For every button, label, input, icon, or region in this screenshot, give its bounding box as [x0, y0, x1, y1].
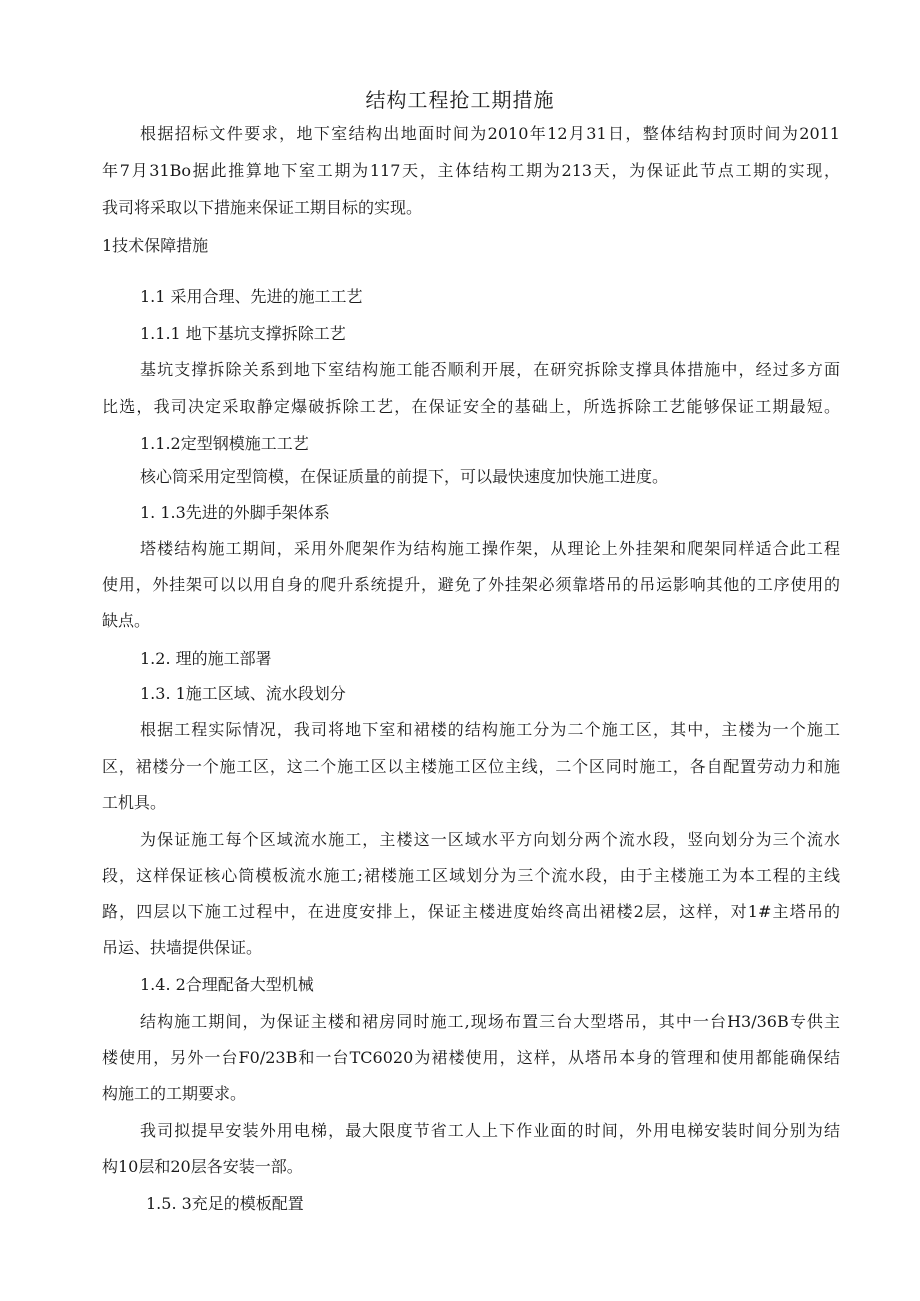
intro-line-2: 年7月31Bo据此推算地下室工期为117天，主体结构工期为213天，为保证此节点工期的实现，: [102, 161, 840, 180]
section-heading-1: 1技术保障措施: [102, 236, 209, 255]
para-7-line-1: 我司拟提早安装外用电梯，最大限度节省工人上下作业面的时间，外用电梯安装时间分别为结: [140, 1121, 840, 1140]
intro-line-3: 我司将采取以下措施来保证工期目标的实现。: [102, 198, 423, 217]
para-3-line-3: 缺点。: [102, 611, 151, 630]
heading-1-1-1: 1.1.1 地下基坑支撑拆除工艺: [140, 324, 346, 343]
heading-1-1-2: 1.1.2定型钢模施工工艺: [140, 434, 309, 453]
page-title: 结构工程抢工期措施: [365, 88, 555, 112]
para-4-line-2: 区，裙楼分一个施工区，这二个施工区以主楼施工区位主线，二个区同时施工，各自配置劳动力和施: [102, 757, 840, 776]
para-7-line-2: 构10层和20层各安装一部。: [102, 1157, 303, 1176]
para-2-line-1: 核心筒采用定型筒模，在保证质量的前提下，可以最快速度加快施工进度。: [140, 467, 669, 486]
para-3-line-1: 塔楼结构施工期间，采用外爬架作为结构施工操作架，从理论上外挂架和爬架同样适合此工程: [140, 539, 840, 558]
para-6-line-1: 结构施工期间，为保证主楼和裙房同时施工,现场布置三台大型塔吊，其中一台H3/36B专供主: [140, 1012, 840, 1031]
para-4-line-1: 根据工程实际情况，我司将地下室和裙楼的结构施工分为二个施工区，其中，主楼为一个施工: [140, 720, 840, 739]
heading-1-1-3: 1. 1.3先进的外脚手架体系: [140, 503, 330, 522]
para-5-line-2: 段，这样保证核心筒模板流水施工;裙楼施工区域划分为三个流水段，由于主楼施工为本工程的主线: [102, 866, 840, 885]
heading-1-2: 1.2. 理的施工部署: [140, 649, 272, 668]
para-5-line-1: 为保证施工每个区域流水施工，主楼这一区域水平方向划分两个流水段，竖向划分为三个流水: [140, 830, 840, 849]
para-1-line-1: 基坑支撑拆除关系到地下室结构施工能否顺利开展，在研究拆除支撑具体措施中，经过多方面: [140, 360, 840, 379]
para-4-line-3: 工机具。: [102, 793, 167, 812]
heading-1-4: 1.4. 2合理配备大型机械: [140, 975, 314, 994]
para-1-line-2: 比选，我司决定采取静定爆破拆除工艺，在保证安全的基础上，所选拆除工艺能够保证工期最短。: [102, 397, 840, 416]
intro-line-1: 根据招标文件要求，地下室结构出地面时间为2010年12月31日，整体结构封顶时间为2011: [140, 124, 840, 143]
para-5-line-4: 吊运、扶墙提供保证。: [102, 938, 263, 957]
heading-1-3: 1.3. 1施工区域、流水段划分: [140, 684, 346, 703]
para-5-line-3: 路，四层以下施工过程中，在进度安排上，保证主楼进度始终高出裙楼2层，这样，对1#主塔吊的: [102, 902, 840, 921]
para-3-line-2: 使用，外挂架可以以用自身的爬升系统提升，避免了外挂架必须靠塔吊的吊运影响其他的工序使用的: [102, 575, 840, 594]
para-6-line-3: 构施工的工期要求。: [102, 1084, 247, 1103]
heading-1-5: 1.5. 3充足的模板配置: [146, 1194, 304, 1213]
heading-1-1: 1.1 采用合理、先进的施工工艺: [140, 287, 363, 306]
para-6-line-2: 楼使用，另外一台F0/23B和一台TC6020为裙楼使用，这样，从塔吊本身的管理和使用都能确保结: [102, 1048, 840, 1067]
